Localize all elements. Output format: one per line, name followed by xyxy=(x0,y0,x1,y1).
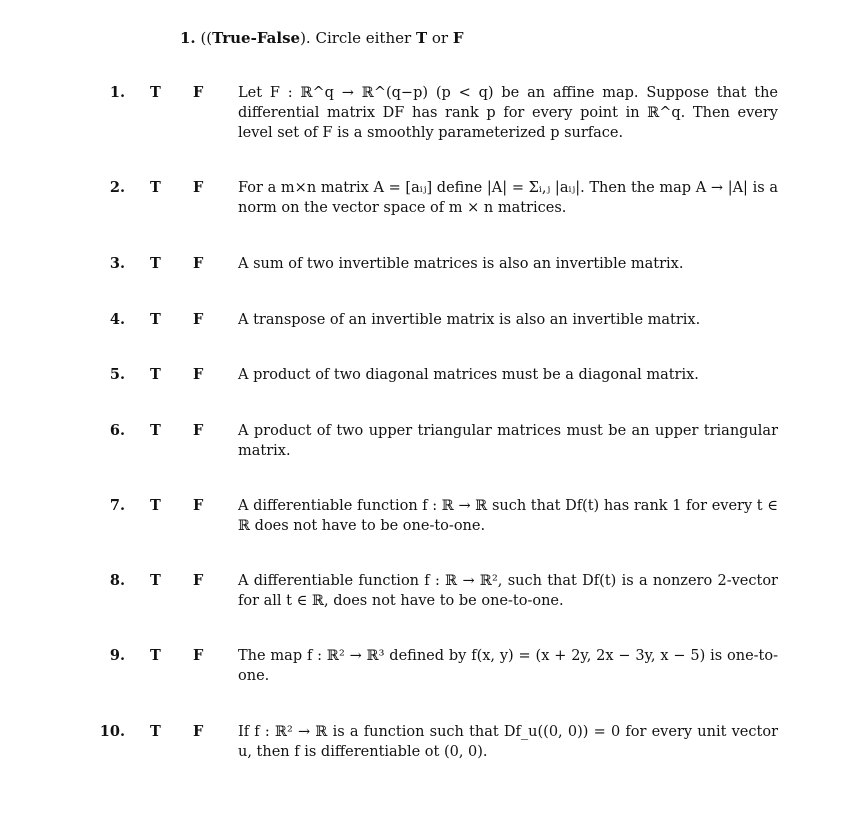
true-option[interactable]: T xyxy=(150,422,161,439)
heading-open: (( xyxy=(200,29,213,47)
true-option[interactable]: T xyxy=(150,179,161,196)
false-option[interactable]: F xyxy=(193,179,204,196)
question-number: 5. xyxy=(109,366,125,383)
question-number: 3. xyxy=(109,255,125,272)
question-number: 1. xyxy=(109,84,125,101)
question-number: 2. xyxy=(109,179,125,196)
heading-close: ). xyxy=(300,29,311,47)
true-option[interactable]: T xyxy=(150,572,161,589)
heading-t: T xyxy=(415,29,428,47)
question-number: 6. xyxy=(109,422,125,439)
heading-title: True-False xyxy=(212,29,301,47)
false-option[interactable]: F xyxy=(193,497,204,514)
true-option[interactable]: T xyxy=(150,255,161,272)
false-option[interactable]: F xyxy=(193,723,204,740)
false-option[interactable]: F xyxy=(193,422,204,439)
heading-f: F xyxy=(452,29,464,47)
question-number: 8. xyxy=(109,572,125,589)
true-option[interactable]: T xyxy=(150,84,161,101)
false-option[interactable]: F xyxy=(193,572,204,589)
false-option[interactable]: F xyxy=(193,311,204,328)
true-option[interactable]: T xyxy=(150,647,161,664)
question-text: Let F : ℝ^q → ℝ^(q−p) (p < q) be an affine map. Suppose that the differential matrix DF has rank p for every point in ℝ^q. Then every level set of F is a smoothly parameterized p surface. xyxy=(238,85,778,141)
question-text: A sum of two invertible matrices is also an invertible matrix. xyxy=(238,256,684,272)
heading-or: or xyxy=(431,29,449,47)
question-text: A product of two diagonal matrices must be a diagonal matrix. xyxy=(238,367,699,383)
question-number: 7. xyxy=(109,497,125,514)
false-option[interactable]: F xyxy=(193,647,204,664)
false-option[interactable]: F xyxy=(193,84,204,101)
heading-number: 1. xyxy=(180,29,196,47)
question-text: A differentiable function f : ℝ → ℝ², such that Df(t) is a nonzero 2-vector for all t ∈ ℝ, does not have to be one-to-one. xyxy=(238,573,778,609)
question-number: 9. xyxy=(109,647,125,664)
question-text: For a m×n matrix A = [aᵢⱼ] define |A| = Σᵢ,ⱼ |aᵢⱼ|. Then the map A → |A| is a norm on the vector space of m × n matrices. xyxy=(238,180,778,216)
section-heading xyxy=(180,29,464,47)
question-text: A differentiable function f : ℝ → ℝ such that Df(t) has rank 1 for every t ∈ ℝ does not have to be one-to-one. xyxy=(238,498,778,534)
question-number: 10. xyxy=(99,723,125,740)
false-option[interactable]: F xyxy=(193,366,204,383)
false-option[interactable]: F xyxy=(193,255,204,272)
true-option[interactable]: T xyxy=(150,366,161,383)
true-option[interactable]: T xyxy=(150,497,161,514)
question-number: 4. xyxy=(109,311,125,328)
question-text: If f : ℝ² → ℝ is a function such that Df_u((0, 0)) = 0 for every unit vector u, then f is differentiable ot (0, 0). xyxy=(238,724,778,760)
heading-instruction: Circle either xyxy=(315,29,412,47)
true-option[interactable]: T xyxy=(150,311,161,328)
question-text: A product of two upper triangular matrices must be an upper triangular matrix. xyxy=(238,423,778,459)
question-text: A transpose of an invertible matrix is also an invertible matrix. xyxy=(238,312,701,328)
question-text: The map f : ℝ² → ℝ³ defined by f(x, y) = (x + 2y, 2x − 3y, x − 5) is one-to-one. xyxy=(238,648,778,684)
true-option[interactable]: T xyxy=(150,723,161,740)
